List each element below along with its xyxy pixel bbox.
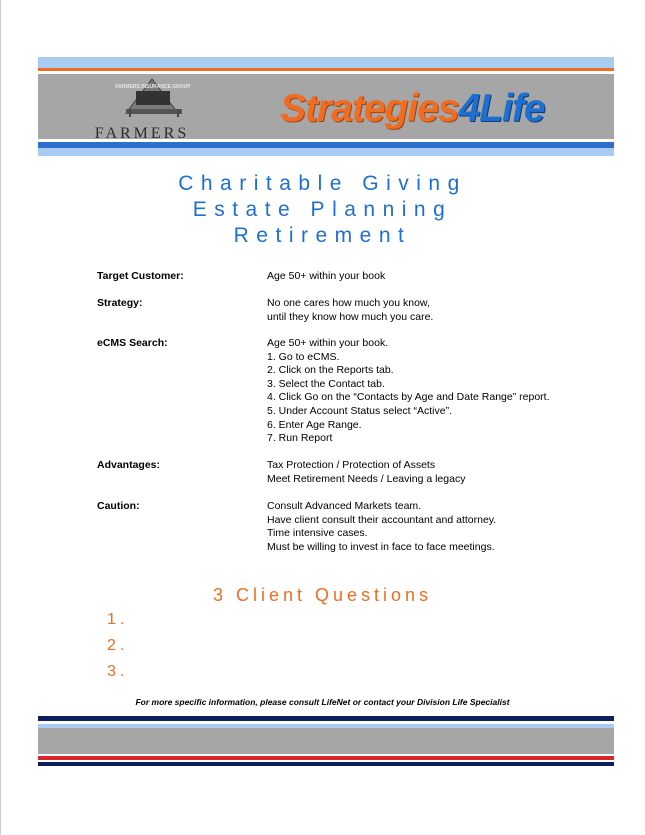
value-line: No one cares how much you know, [267, 297, 430, 309]
value-line: until they know how much you care. [267, 310, 434, 323]
logo-group-text: FARMERS INSURANCE GROUP [115, 84, 191, 90]
label-ecms-search: eCMS Search: [97, 337, 168, 349]
label-advantages: Advantages: [97, 459, 161, 471]
brand-part-strategies: Strategies [280, 87, 459, 130]
value-line: 7. Run Report [267, 432, 333, 445]
value-line: Have client consult their accountant and attorney. [267, 513, 497, 526]
title-line-1: Charitable Giving [178, 172, 467, 195]
client-questions-title: 3 Client Questions [212, 585, 433, 605]
value-line: Time intensive cases. [267, 527, 368, 540]
value-target-customer [267, 270, 385, 284]
value-strategy [267, 297, 433, 324]
footer-stripe-navy-2 [38, 762, 614, 766]
title-line-2: Estate Planning [192, 198, 453, 221]
brand-title [280, 87, 545, 131]
value-ecms-search [267, 337, 550, 446]
farmers-logo [86, 73, 226, 147]
brand-part-4life: 4Life [458, 87, 545, 130]
title-line-3: Retirement [233, 224, 412, 247]
value-line: Tax Protection / Protection of Assets [267, 459, 436, 471]
header-stripe-light-blue [38, 57, 614, 68]
label-target-customer: Target Customer: [97, 270, 184, 282]
footer-gray-band [38, 728, 614, 754]
value-line: Age 50+ within your book. [267, 337, 389, 349]
value-line: 1. Go to eCMS. [267, 350, 340, 363]
value-line: 6. Enter Age Range. [267, 418, 362, 431]
footer-banner [38, 716, 614, 766]
label-strategy: Strategy: [97, 297, 143, 309]
header-stripe-light-blue-2 [38, 148, 614, 156]
footnote: For more specific information, please consult LifeNet or contact your Division Life Specialist [135, 697, 510, 707]
logo-wordmark: FARMERS [94, 125, 190, 142]
label-caution: Caution: [97, 500, 140, 512]
value-caution [267, 500, 496, 554]
value-line: Meet Retirement Needs / Leaving a legacy [267, 472, 466, 485]
value-line: 5. Under Account Status select “Active”. [267, 404, 453, 417]
value-line: Consult Advanced Markets team. [267, 500, 422, 512]
question-number-3: 3. [107, 663, 129, 680]
value-line: Age 50+ within your book [267, 270, 386, 282]
value-line: 2. Click on the Reports tab. [267, 364, 394, 377]
value-line: 4. Click Go on the “Contacts by Age and Date Range” report. [267, 391, 550, 404]
header-banner [38, 57, 614, 156]
page-edge [0, 0, 1, 835]
value-advantages [267, 459, 465, 486]
question-number-2: 2. [107, 637, 129, 654]
question-number-1: 1. [107, 611, 129, 628]
value-line: 3. Select the Contact tab. [267, 377, 385, 390]
value-line: Must be willing to invest in face to face meetings. [267, 540, 495, 553]
